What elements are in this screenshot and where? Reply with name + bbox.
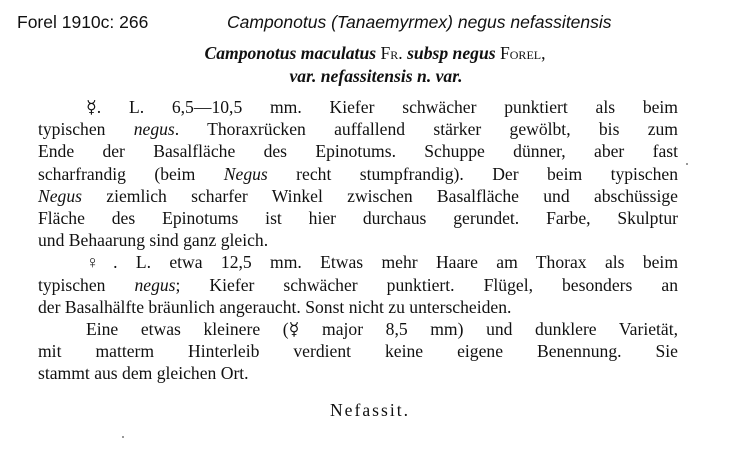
variety-line: stammt aus dem gleichen Ort. [38, 363, 249, 384]
worker-line: scharfrandig (beim Negus recht stumpfrandig). Der beim typischen [38, 163, 678, 184]
species-title [38, 42, 678, 88]
female-line: ♀. L. etwa 12,5 mm. Etwas mehr Haare am Thorax als beim [86, 252, 678, 273]
worker-line: Ende der Basalfläche des Epinotums. Schuppe dünner, aber fast [38, 141, 678, 162]
scan-speck [122, 436, 124, 438]
title-line-2: var. nefassitensis n. var. [289, 66, 463, 86]
document-body [38, 42, 678, 421]
worker-line: typischen negus. Thoraxrücken auffallend stärker gewölbt, bis zum [38, 119, 678, 140]
worker-line: Negus ziemlich scharfer Winkel zwischen Basalfläche und abschüssige [38, 185, 678, 206]
worker-line: Fläche des Epinotums ist hier durchaus gerundet. Farbe, Skulptur [38, 208, 678, 229]
title-line-1 [72, 42, 678, 65]
italic-term: Negus [223, 163, 268, 184]
female-line: der Basalhälfte bräunlich angeraucht. Sonst nicht zu unterscheiden. [38, 296, 512, 317]
scan-speck [686, 163, 688, 165]
female-line: typischen negus; Kiefer schwächer punktiert. Flügel, besonders an [38, 274, 678, 295]
taxon-name: Camponotus (Tanaemyrmex) negus nefassitensis [227, 12, 612, 32]
citation-label: Forel 1910c: 266 [17, 12, 149, 32]
worker-line: und Behaarung sind ganz gleich. [38, 230, 269, 251]
variety-line: mit matterm Hinterleib verdient keine eigene Benennung. Sie [38, 341, 678, 362]
title-subspecies: subsp negus [407, 43, 496, 63]
page-header [17, 10, 728, 34]
italic-term: Negus [38, 185, 82, 206]
female-description [38, 251, 678, 318]
italic-term: negus [133, 119, 175, 140]
worker-description [38, 96, 678, 251]
locality-label: Nefassit. [329, 399, 411, 420]
variety-note [38, 318, 678, 385]
title-author-1: Fr. [380, 43, 403, 63]
worker-line: ☿. L. 6,5—10,5 mm. Kiefer schwächer punktiert als beim [86, 97, 678, 117]
title-author-2: Forel, [499, 43, 546, 63]
italic-term: negus [134, 274, 176, 295]
title-genus-species: Camponotus maculatus [204, 43, 377, 63]
variety-line: Eine etwas kleinere (☿ major 8,5 mm) und dunklere Varietät, [86, 319, 678, 340]
